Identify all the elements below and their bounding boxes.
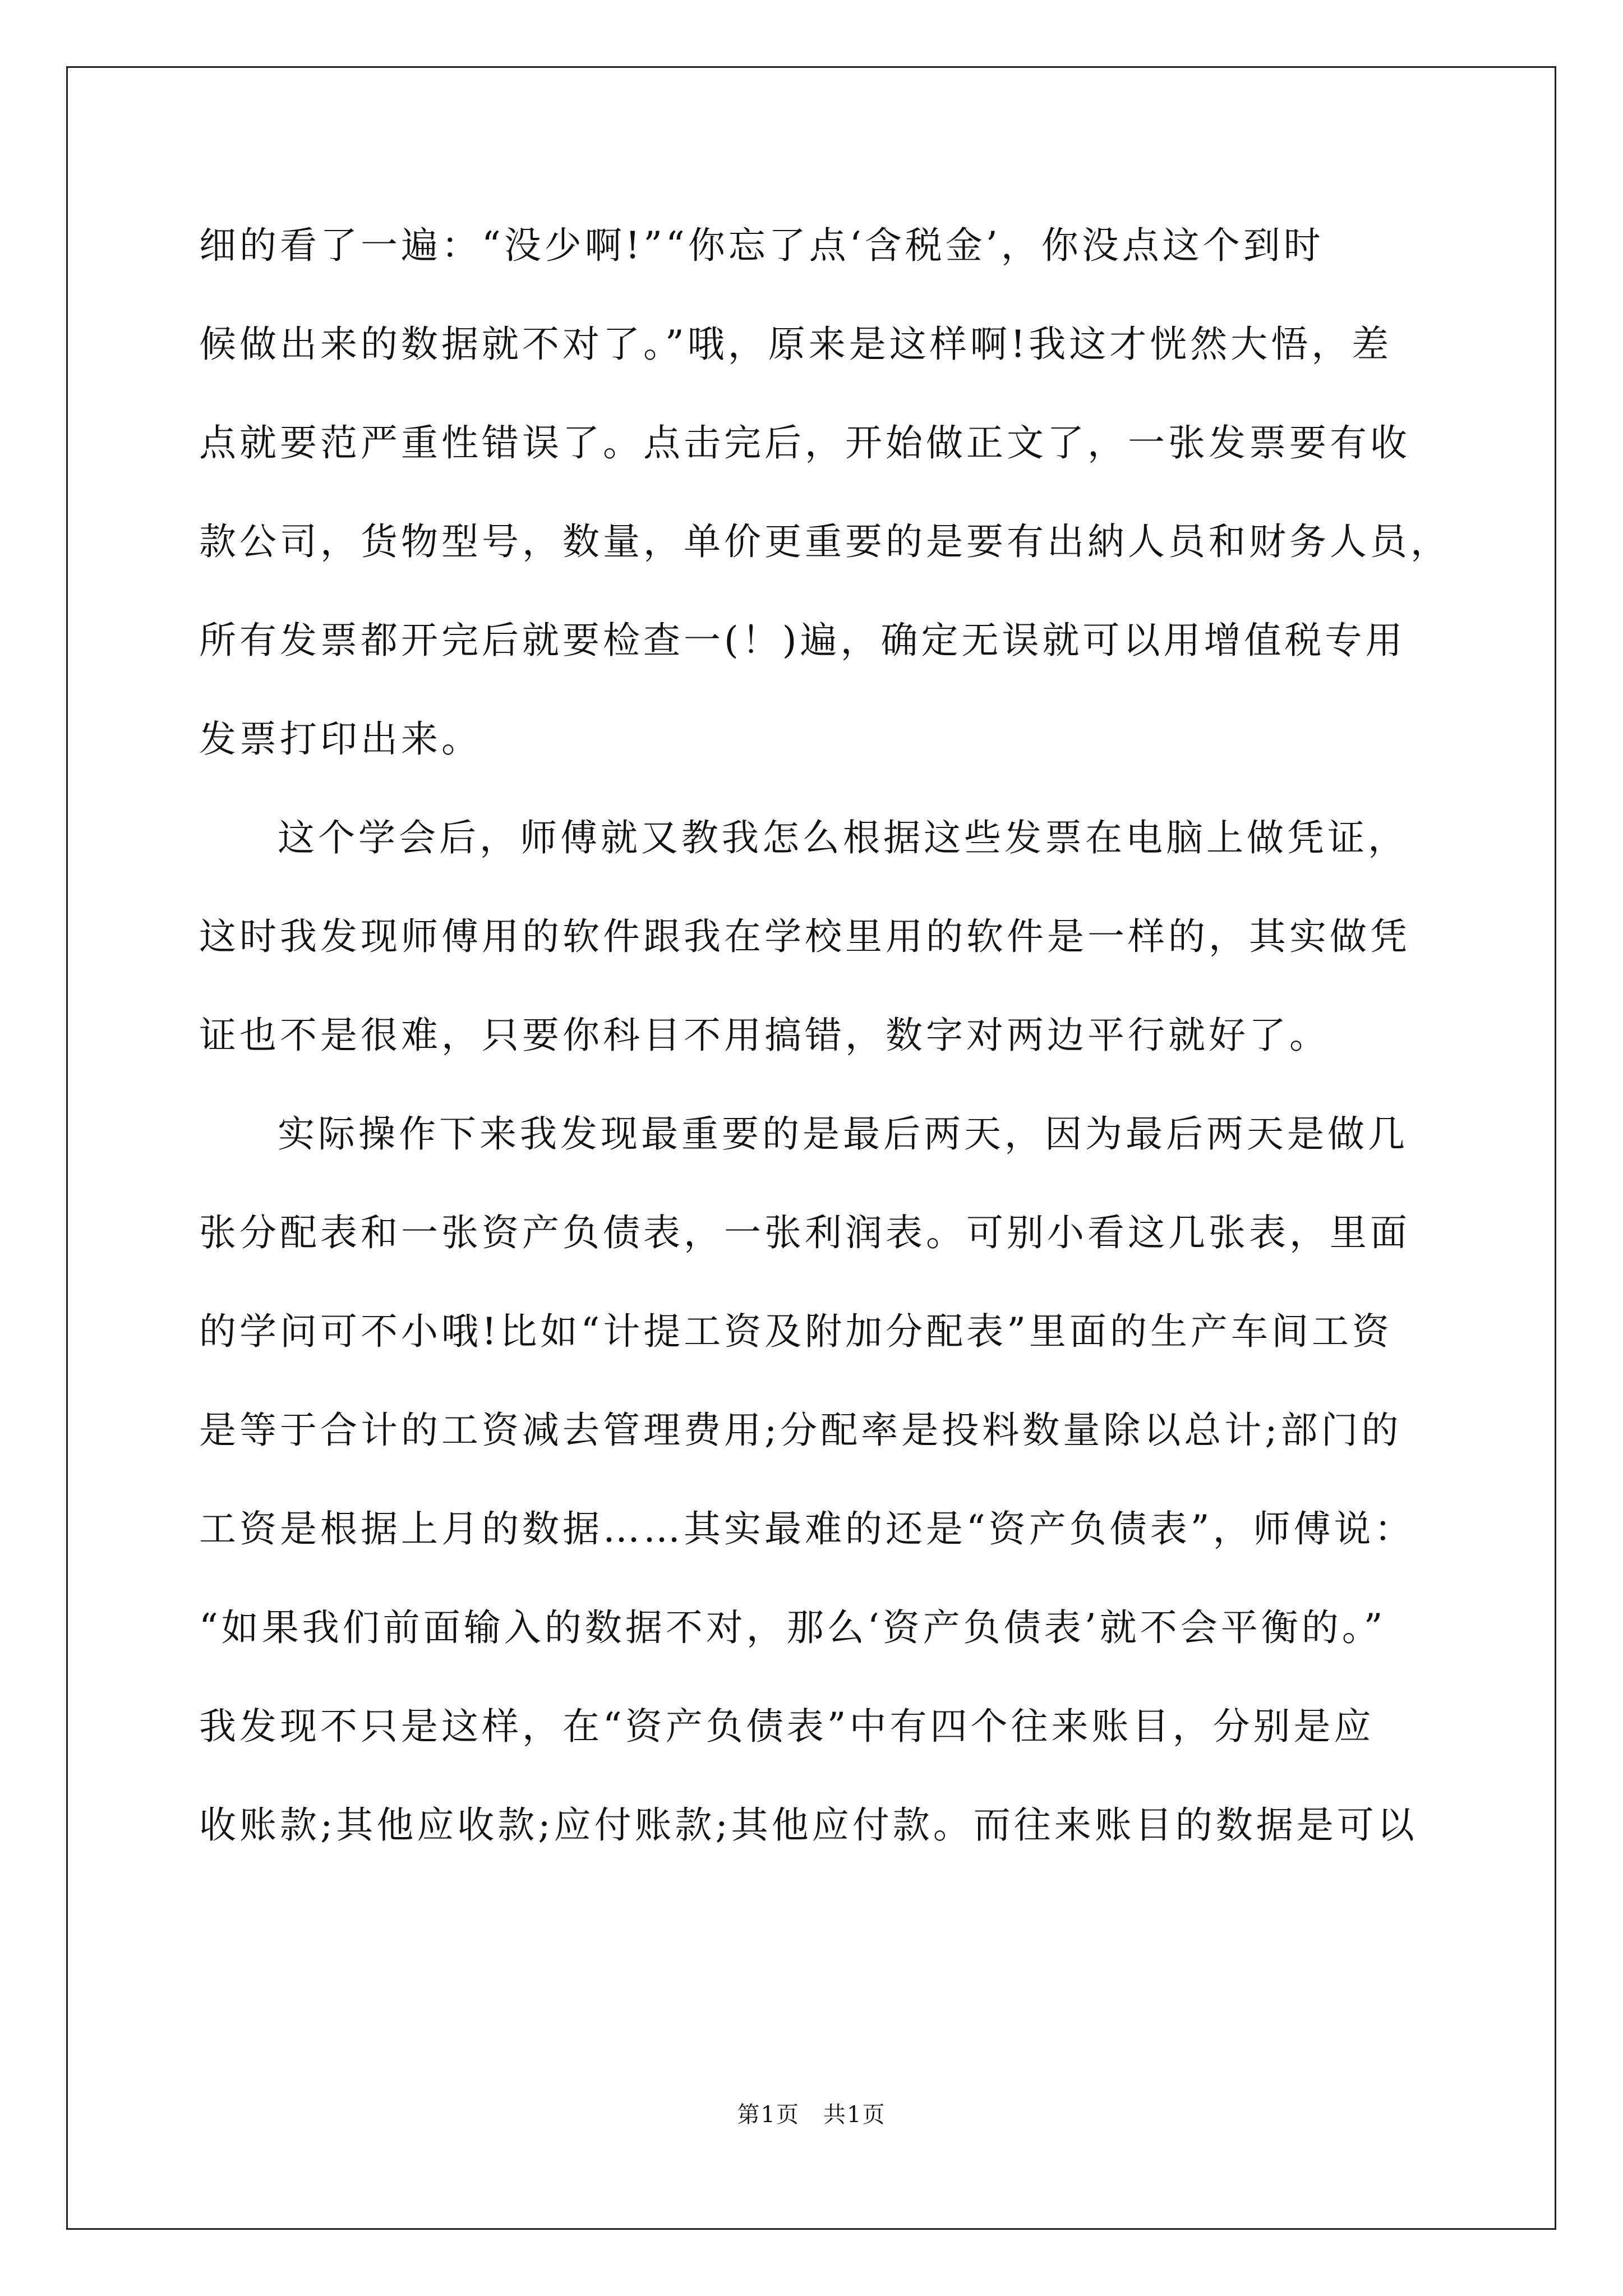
text-line: 款公司，货物型号，数量，单价更重要的是要有出納人员和财务人员， — [199, 520, 1451, 563]
text-line: 候做出来的数据就不对了。”哦，原来是这样啊!我这才恍然大悟，差 — [199, 323, 1393, 366]
page-footer: 第1页 共1页 — [737, 2102, 886, 2128]
text-line: 细的看了一遍：“没少啊!”“你忘了点‘含税金’，你没点这个到时 — [199, 224, 1324, 267]
text-line: 张分配表和一张资产负债表，一张利润表。可别小看这几张表，里面 — [199, 1211, 1410, 1254]
text-line: 工资是根据上月的数据……其实最难的还是“资产负债表”，师傅说： — [199, 1507, 1415, 1550]
paragraph-start-line: 实际操作下来我发现最重要的是最后两天，因为最后两天是做几 — [278, 1112, 1408, 1156]
text-line: 是等于合计的工资减去管理费用;分配率是投料数量除以总计;部门的 — [199, 1409, 1402, 1452]
text-line: “如果我们前面输入的数据不对，那么‘资产负债表’就不会平衡的。” — [199, 1606, 1386, 1649]
text-line: 这时我发现师傅用的软件跟我在学校里用的软件是一样的，其实做凭 — [199, 915, 1410, 958]
text-line: 证也不是很难，只要你科目不用搞错，数字对两边平行就好了。 — [199, 1014, 1330, 1057]
text-line: 收账款;其他应收款;应付账款;其他应付款。而往来账目的数据是可以 — [199, 1803, 1418, 1847]
document-body — [199, 219, 1489, 1897]
text-line: 的学问可不小哦!比如“计提工资及附加分配表”里面的生产车间工资 — [199, 1310, 1393, 1353]
text-line: 所有发票都开完后就要检查一(！)遍，确定无误就可以用增值税专用 — [199, 619, 1406, 662]
text-line: 发票打印出来。 — [199, 717, 482, 761]
text-line: 点就要范严重性错误了。点击完后，开始做正文了，一张发票要有收 — [199, 421, 1410, 464]
text-line: 我发现不只是这样，在“资产负债表”中有四个往来账目，分别是应 — [199, 1705, 1375, 1748]
paragraph-start-line: 这个学会后，师傅就又教我怎么根据这些发票在电脑上做凭证， — [278, 816, 1408, 859]
